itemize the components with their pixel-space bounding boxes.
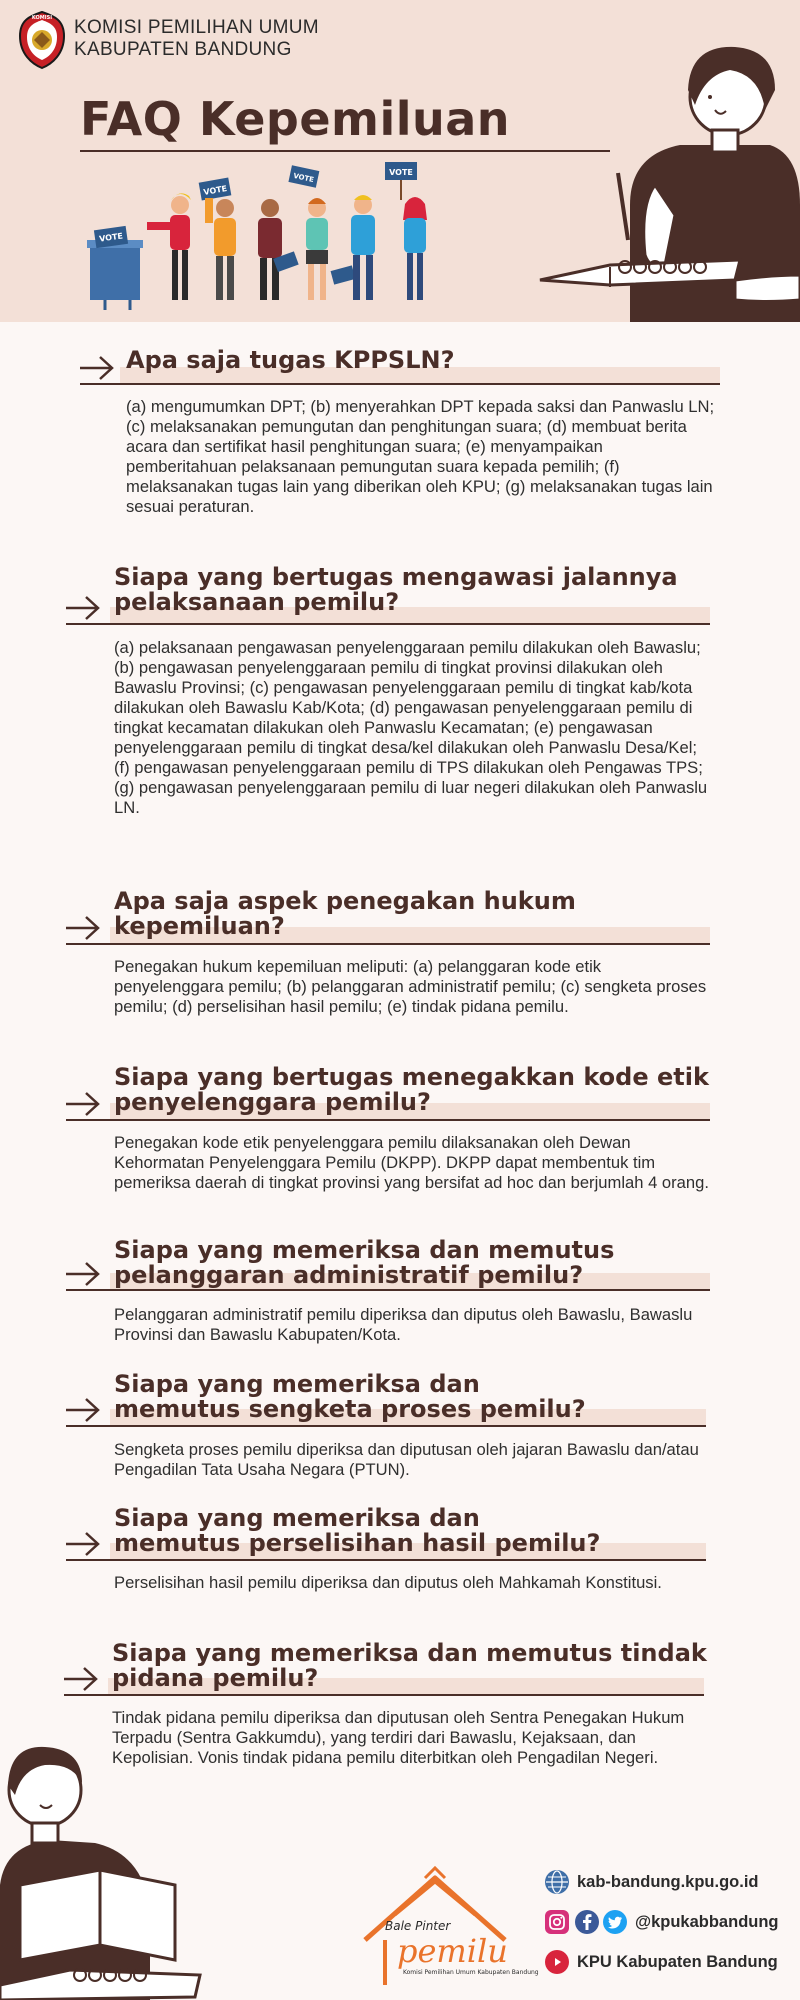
youtube-link[interactable] [545, 1950, 778, 1974]
youtube-channel: KPU Kabupaten Bandung [577, 1952, 778, 1971]
youtube-icon [545, 1950, 569, 1974]
svg-text:VOTE: VOTE [98, 231, 124, 244]
website-link[interactable] [545, 1870, 758, 1894]
question-rule [66, 1119, 710, 1121]
man-writing-illustration [570, 35, 800, 322]
faq-question: Siapa yang memeriksa dan memutus tindak pidana pemilu? [112, 1639, 707, 1692]
website-url: kab-bandung.kpu.go.id [577, 1872, 759, 1891]
bale-pinter-pemilu-logo [355, 1870, 539, 1990]
arrow-right-icon [78, 355, 116, 381]
faq-question: Apa saja tugas KPPSLN? [126, 346, 455, 374]
faq-answer: (a) pelaksanaan pengawasan penyelenggaraan pemilu dilakukan oleh Bawaslu; (b) pengawasan penyelenggaraan pemilu di tingkat provinsi dilakukan oleh Bawaslu Provinsi; (c) pengawasan penyelenggaraan pemilu di tingkat kab/kota dilakukan oleh Bawaslu Kab/Kota; (d) pengawasan penyelenggaraan pemilu di tingkat kecamatan dilakukan oleh Panwaslu Kecamatan; (e) pengawasan penyelenggaraan pemilu di tingkat desa/kel dilakukan oleh Panwaslu Desa/Kel; (f) pengawasan penyelenggaraan pemilu di TPS dilakukan oleh Pengawas TPS; (g) pengawasan penyelenggaraan pemilu di luar negeri dilakukan oleh Panwaslu LN. [114, 638, 708, 817]
facebook-icon [575, 1910, 599, 1934]
question-rule [66, 1559, 706, 1561]
organization-name [74, 17, 319, 61]
question-rule [66, 623, 710, 625]
question-rule [66, 1425, 706, 1427]
faq-question: Siapa yang memeriksa dan memutus perselisihan hasil pemilu? [114, 1504, 601, 1557]
faq-question: Siapa yang bertugas menegakkan kode etik penyelenggara pemilu? [114, 1063, 709, 1116]
question-rule [66, 943, 710, 945]
faq-answer: Pelanggaran administratif pemilu diperiksa dan diputus oleh Bawaslu, Bawaslu Provinsi dan Bawaslu Kabupaten/Kota. [114, 1305, 693, 1344]
question-rule [80, 383, 720, 385]
arrow-right-icon [64, 1261, 102, 1287]
globe-icon [545, 1870, 569, 1894]
arrow-right-icon [64, 595, 102, 621]
faq-answer: Penegakan hukum kepemiluan meliputi: (a) pelanggaran kode etik penyelenggara pemilu; (b) pelanggaran administratif pemilu; (c) sengketa proses pemilu; (d) perselisihan hasil pemilu; (e) tindak pidana pemilu. [114, 957, 707, 1016]
svg-text:VOTE: VOTE [389, 168, 413, 177]
question-rule [66, 1289, 710, 1291]
header [0, 0, 800, 322]
faq-question: Siapa yang memeriksa dan memutus sengketa proses pemilu? [114, 1370, 586, 1423]
faq-answer: (a) mengumumkan DPT; (b) menyerahkan DPT kepada saksi dan Panwaslu LN; (c) melaksanakan pemungutan dan penghitungan suara; (d) membuat berita acara dan sertifikat hasil penghitungan suara; (e) menyampaikan pemberitahuan pelaksanaan pemungutan suara kepada pemilih; (f) melaksanakan tugas lain yang diberikan oleh KPU; (g) melaksanakan tugas lain sesuai peraturan. [126, 397, 715, 516]
org-line-1: KOMISI PEMILIHAN UMUM [74, 17, 319, 38]
arrow-right-icon [64, 1397, 102, 1423]
question-rule [64, 1694, 704, 1696]
faq-answer: Perselisihan hasil pemilu diperiksa dan diputus oleh Mahkamah Konstitusi. [114, 1573, 662, 1592]
faq-answer: Penegakan kode etik penyelenggara pemilu dilaksanakan oleh Dewan Kehormatan Penyelenggara Pemilu (DKPP). DKPP dapat membentuk tim pemeriksa daerah di tingkat provinsi yang bersifat ad hoc dan berjumlah 4 orang. [114, 1133, 709, 1192]
svg-text:KOMISI: KOMISI [31, 15, 53, 21]
social-media-link[interactable] [545, 1910, 779, 1934]
social-handle: @kpukabbandung [635, 1912, 779, 1931]
org-line-2: KABUPATEN BANDUNG [74, 39, 292, 60]
faq-question: Siapa yang memeriksa dan memutus pelanggaran administratif pemilu? [114, 1236, 615, 1289]
svg-text:VOTE: VOTE [292, 171, 315, 185]
twitter-icon [603, 1910, 627, 1934]
arrow-right-icon [62, 1666, 100, 1692]
faq-question: Siapa yang bertugas mengawasi jalannya pelaksanaan pemilu? [114, 563, 678, 616]
arrow-right-icon [64, 915, 102, 941]
faq-answer: Tindak pidana pemilu diperiksa dan diputusan oleh Sentra Penegakan Hukum Terpadu (Sentra Gakkumdu), yang terdiri dari Bawaslu, Kejaksaan, dan Kepolisian. Vonis tindak pidana pemilu diterbitkan oleh Pengadilan Negeri. [112, 1708, 685, 1767]
voters-illustration [85, 160, 475, 310]
svg-text:pemilu: pemilu [397, 1932, 508, 1970]
svg-text:Komisi Pemilihan Umum Kabupate: Komisi Pemilihan Umum Kabupaten Bandung [403, 1969, 539, 1976]
kpu-emblem-logo [16, 10, 68, 70]
title-underline [80, 150, 610, 152]
instagram-icon [545, 1910, 569, 1934]
page-title: FAQ Kepemiluan [80, 92, 511, 146]
svg-text:Bale Pinter: Bale Pinter [385, 1919, 451, 1933]
faq-answer: Sengketa proses pemilu diperiksa dan diputusan oleh jajaran Bawaslu dan/atau Pengadilan Tata Usaha Negara (PTUN). [114, 1440, 699, 1479]
faq-question: Apa saja aspek penegakan hukum kepemiluan? [114, 887, 576, 940]
svg-text:VOTE: VOTE [202, 183, 228, 197]
arrow-right-icon [64, 1091, 102, 1117]
man-reading-illustration [0, 1735, 200, 2000]
arrow-right-icon [64, 1531, 102, 1557]
